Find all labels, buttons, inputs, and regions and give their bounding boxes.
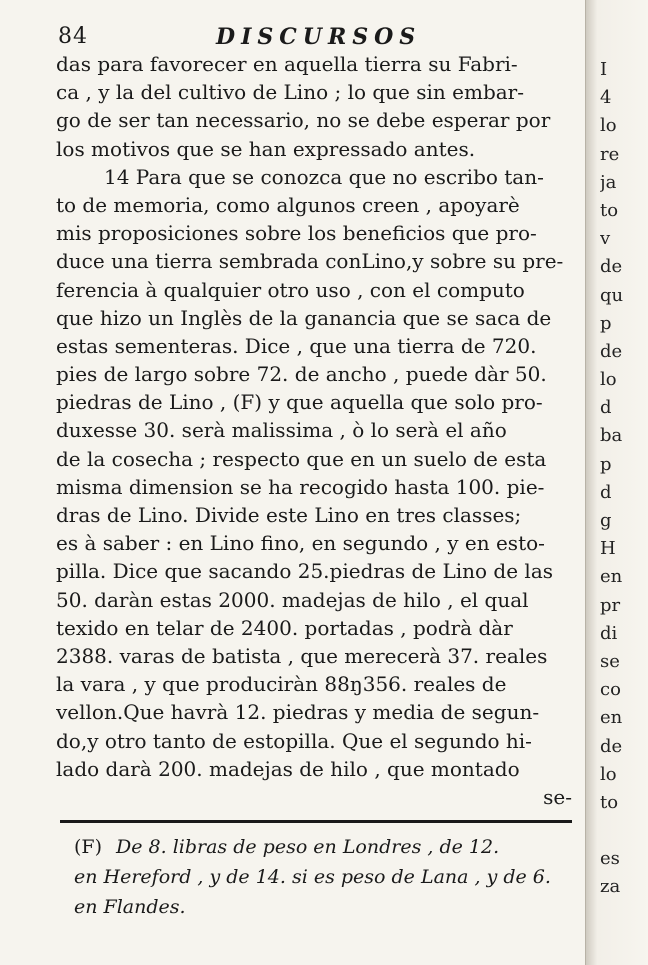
facing-page-fragment: p <box>600 312 612 334</box>
facing-page-fragment: p <box>600 453 612 475</box>
facing-page-fragment: ba <box>600 425 623 447</box>
footnote-line: en Hereford , y de 14. si es peso de Lana , y de 6. <box>74 866 551 888</box>
text-line: piedras de Lino , (F) y que aquella que solo pro- <box>56 390 543 415</box>
text-line: duxesse 30. serà malissima , ò lo serà el año <box>56 418 507 443</box>
facing-page-fragment: to <box>600 199 619 221</box>
facing-page-fragment: lo <box>600 369 617 391</box>
facing-page-fragment: se <box>600 650 620 672</box>
facing-page-fragment: co <box>600 679 621 701</box>
footnote <box>74 832 574 922</box>
text-line: go de ser tan necessario, no se debe esperar por <box>56 108 551 133</box>
facing-page-fragment: re <box>600 143 620 165</box>
text-line: to de memoria, como algunos creen , apoyarè <box>56 192 520 217</box>
text-line: dras de Lino. Divide este Lino en tres classes; <box>56 503 522 527</box>
facing-page-fragment: en <box>600 707 623 729</box>
facing-page-fragment: I <box>600 59 608 80</box>
facing-page-fragment: di <box>600 622 618 644</box>
text-line: de la cosecha ; respecto que en un suelo de esta <box>56 446 547 471</box>
facing-page-fragment: de <box>600 256 623 278</box>
text-line: do,y otro tanto de estopilla. Que el segundo hi- <box>56 728 532 753</box>
facing-page-fragment: lo <box>600 115 617 137</box>
text-line: mis proposiciones sobre los beneficios que pro- <box>56 221 537 246</box>
facing-page-fragment: v <box>600 228 611 250</box>
facing-page-fragment: lo <box>600 763 617 785</box>
facing-page-fragment: ja <box>600 171 617 193</box>
text-line: que hizo un Inglès de la ganancia que se saca de <box>56 305 552 330</box>
footnote-text: De 8. libras de peso en Londres , de 12. <box>116 836 500 858</box>
facing-page-edge <box>600 56 648 902</box>
page-header <box>58 18 578 54</box>
text-line: es à saber : en Lino fino, en segundo , y en esto- <box>56 531 545 556</box>
footnote-rule <box>60 820 572 823</box>
facing-page-fragment: de <box>600 735 623 757</box>
facing-page-fragment: qu <box>600 284 624 306</box>
text-line: los motivos que se han expressado antes. <box>56 136 476 161</box>
facing-page-fragment: H <box>600 538 616 560</box>
catchword: se- <box>543 784 572 809</box>
facing-page-fragment: to <box>600 791 619 813</box>
text-line: pies de largo sobre 72. de ancho , puede dàr 50. <box>56 362 547 387</box>
facing-page-fragment: en <box>600 566 623 588</box>
body-text <box>56 50 572 811</box>
text-line: 2388. varas de batista , que merecerà 37. reales <box>56 643 548 668</box>
text-line: lado darà 200. madejas de hilo , que montado <box>56 756 520 781</box>
text-line: misma dimension se ha recogido hasta 100. pie- <box>56 474 545 499</box>
paragraph-start-line: 14 Para que se conozca que no escribo tan- <box>104 164 544 189</box>
facing-page-fragment: 4 <box>600 87 612 109</box>
facing-page-fragment: za <box>600 876 621 898</box>
facing-page-fragment: pr <box>600 594 621 616</box>
facing-page-fragment <box>600 817 648 845</box>
text-line: texido en telar de 2400. portadas , podrà dàr <box>56 615 513 640</box>
text-line: ferencia à qualquier otro uso , con el computo <box>56 277 525 302</box>
text-line: 50. daràn estas 2000. madejas de hilo , el qual <box>56 587 529 612</box>
running-title: DISCURSOS <box>216 24 422 50</box>
text-line: la vara , y que produciràn 88ŋ356. reales de <box>56 672 507 697</box>
facing-page-fragment: d <box>600 397 612 419</box>
facing-page-fragment: g <box>600 510 612 531</box>
text-line: ca , y la del cultivo de Lino ; lo que sin embar- <box>56 80 524 105</box>
text-line: das para favorecer en aquella tierra su Fabri- <box>56 52 518 76</box>
text-line: duce una tierra sembrada conLino,y sobre su pre- <box>56 249 564 274</box>
text-line: estas sementeras. Dice , que una tierra de 720. <box>56 333 537 358</box>
footnote-line <box>74 832 574 862</box>
page-number: 84 <box>58 24 88 49</box>
facing-page-fragment: de <box>600 340 623 362</box>
facing-page-fragment: es <box>600 848 620 870</box>
text-line: pilla. Dice que sacando 25.piedras de Lino de las <box>56 559 554 584</box>
text-line: vellon.Que havrà 12. piedras y media de segun- <box>56 700 540 725</box>
facing-page-fragment: d <box>600 481 612 503</box>
footnote-marker: (F) <box>74 836 103 858</box>
footnote-line: en Flandes. <box>74 896 186 918</box>
